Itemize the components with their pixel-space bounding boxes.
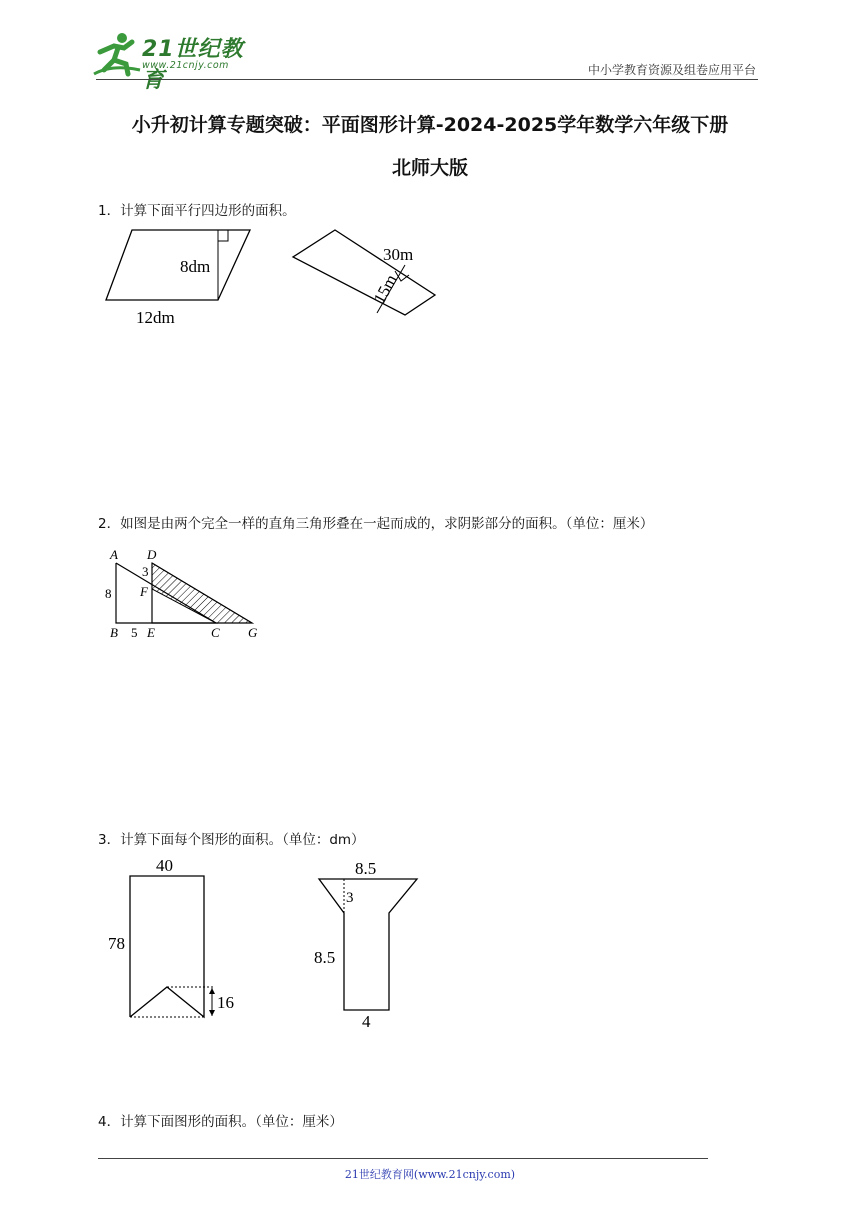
header-divider (96, 79, 758, 80)
runner-logo-icon (92, 30, 142, 78)
point-c-label: C (211, 625, 220, 640)
notch-depth-label: 16 (217, 993, 234, 1012)
point-b-label: B (110, 625, 118, 640)
question-4: 4．计算下面图形的面积。（单位：厘米） (98, 1114, 343, 1130)
logo-brand: 21世纪教育 (142, 37, 244, 93)
overlapping-triangles-figure (100, 542, 270, 642)
logo-url: www.21cnjy.com (142, 60, 229, 71)
point-a-label: A (110, 547, 118, 562)
base-label-12dm: 12dm (136, 308, 175, 327)
funnel-shape-figure (305, 855, 435, 1035)
taper-height-label: 3 (346, 890, 354, 906)
length-be-label: 5 (131, 625, 138, 640)
length-df-label: 3 (142, 564, 149, 579)
height-label-15m: 15m (369, 271, 401, 307)
question-2: 2．如图是由两个完全一样的直角三角形叠在一起而成的，求阴影部分的面积。（单位：厘米） (98, 516, 654, 532)
notched-rectangle-figure (100, 855, 250, 1035)
point-e-label: E (147, 625, 155, 640)
point-d-label: D (147, 547, 157, 562)
question-3: 3．计算下面每个图形的面积。（单位：dm） (98, 832, 365, 848)
side-height-label-8-5: 8.5 (314, 948, 336, 967)
question-1: 1．计算下面平行四边形的面积。 (98, 203, 296, 219)
footer-divider (98, 1158, 708, 1159)
point-f-label: F (140, 584, 148, 599)
footer-link[interactable]: 21世纪教育网(www.21cnjy.com) (344, 1168, 516, 1181)
bottom-width-label: 4 (362, 1012, 371, 1031)
site-tagline: 中小学教育资源及组卷应用平台 (587, 63, 756, 77)
page-title: 小升初计算专题突破：平面图形计算-2024-2025学年数学六年级下册 (131, 114, 729, 136)
height-label-8dm: 8dm (180, 257, 211, 276)
parallelogram-figure-2 (285, 225, 445, 325)
parallelogram-figure-1 (100, 225, 260, 330)
side-label-30m: 30m (383, 245, 414, 264)
point-g-label: G (248, 625, 258, 640)
page-subtitle: 北师大版 (391, 157, 468, 179)
top-width-label: 40 (156, 856, 173, 875)
top-width-label-8-5: 8.5 (355, 859, 377, 878)
height-label-78: 78 (108, 934, 125, 953)
length-ab-label: 8 (105, 586, 112, 601)
site-logo (92, 30, 262, 93)
